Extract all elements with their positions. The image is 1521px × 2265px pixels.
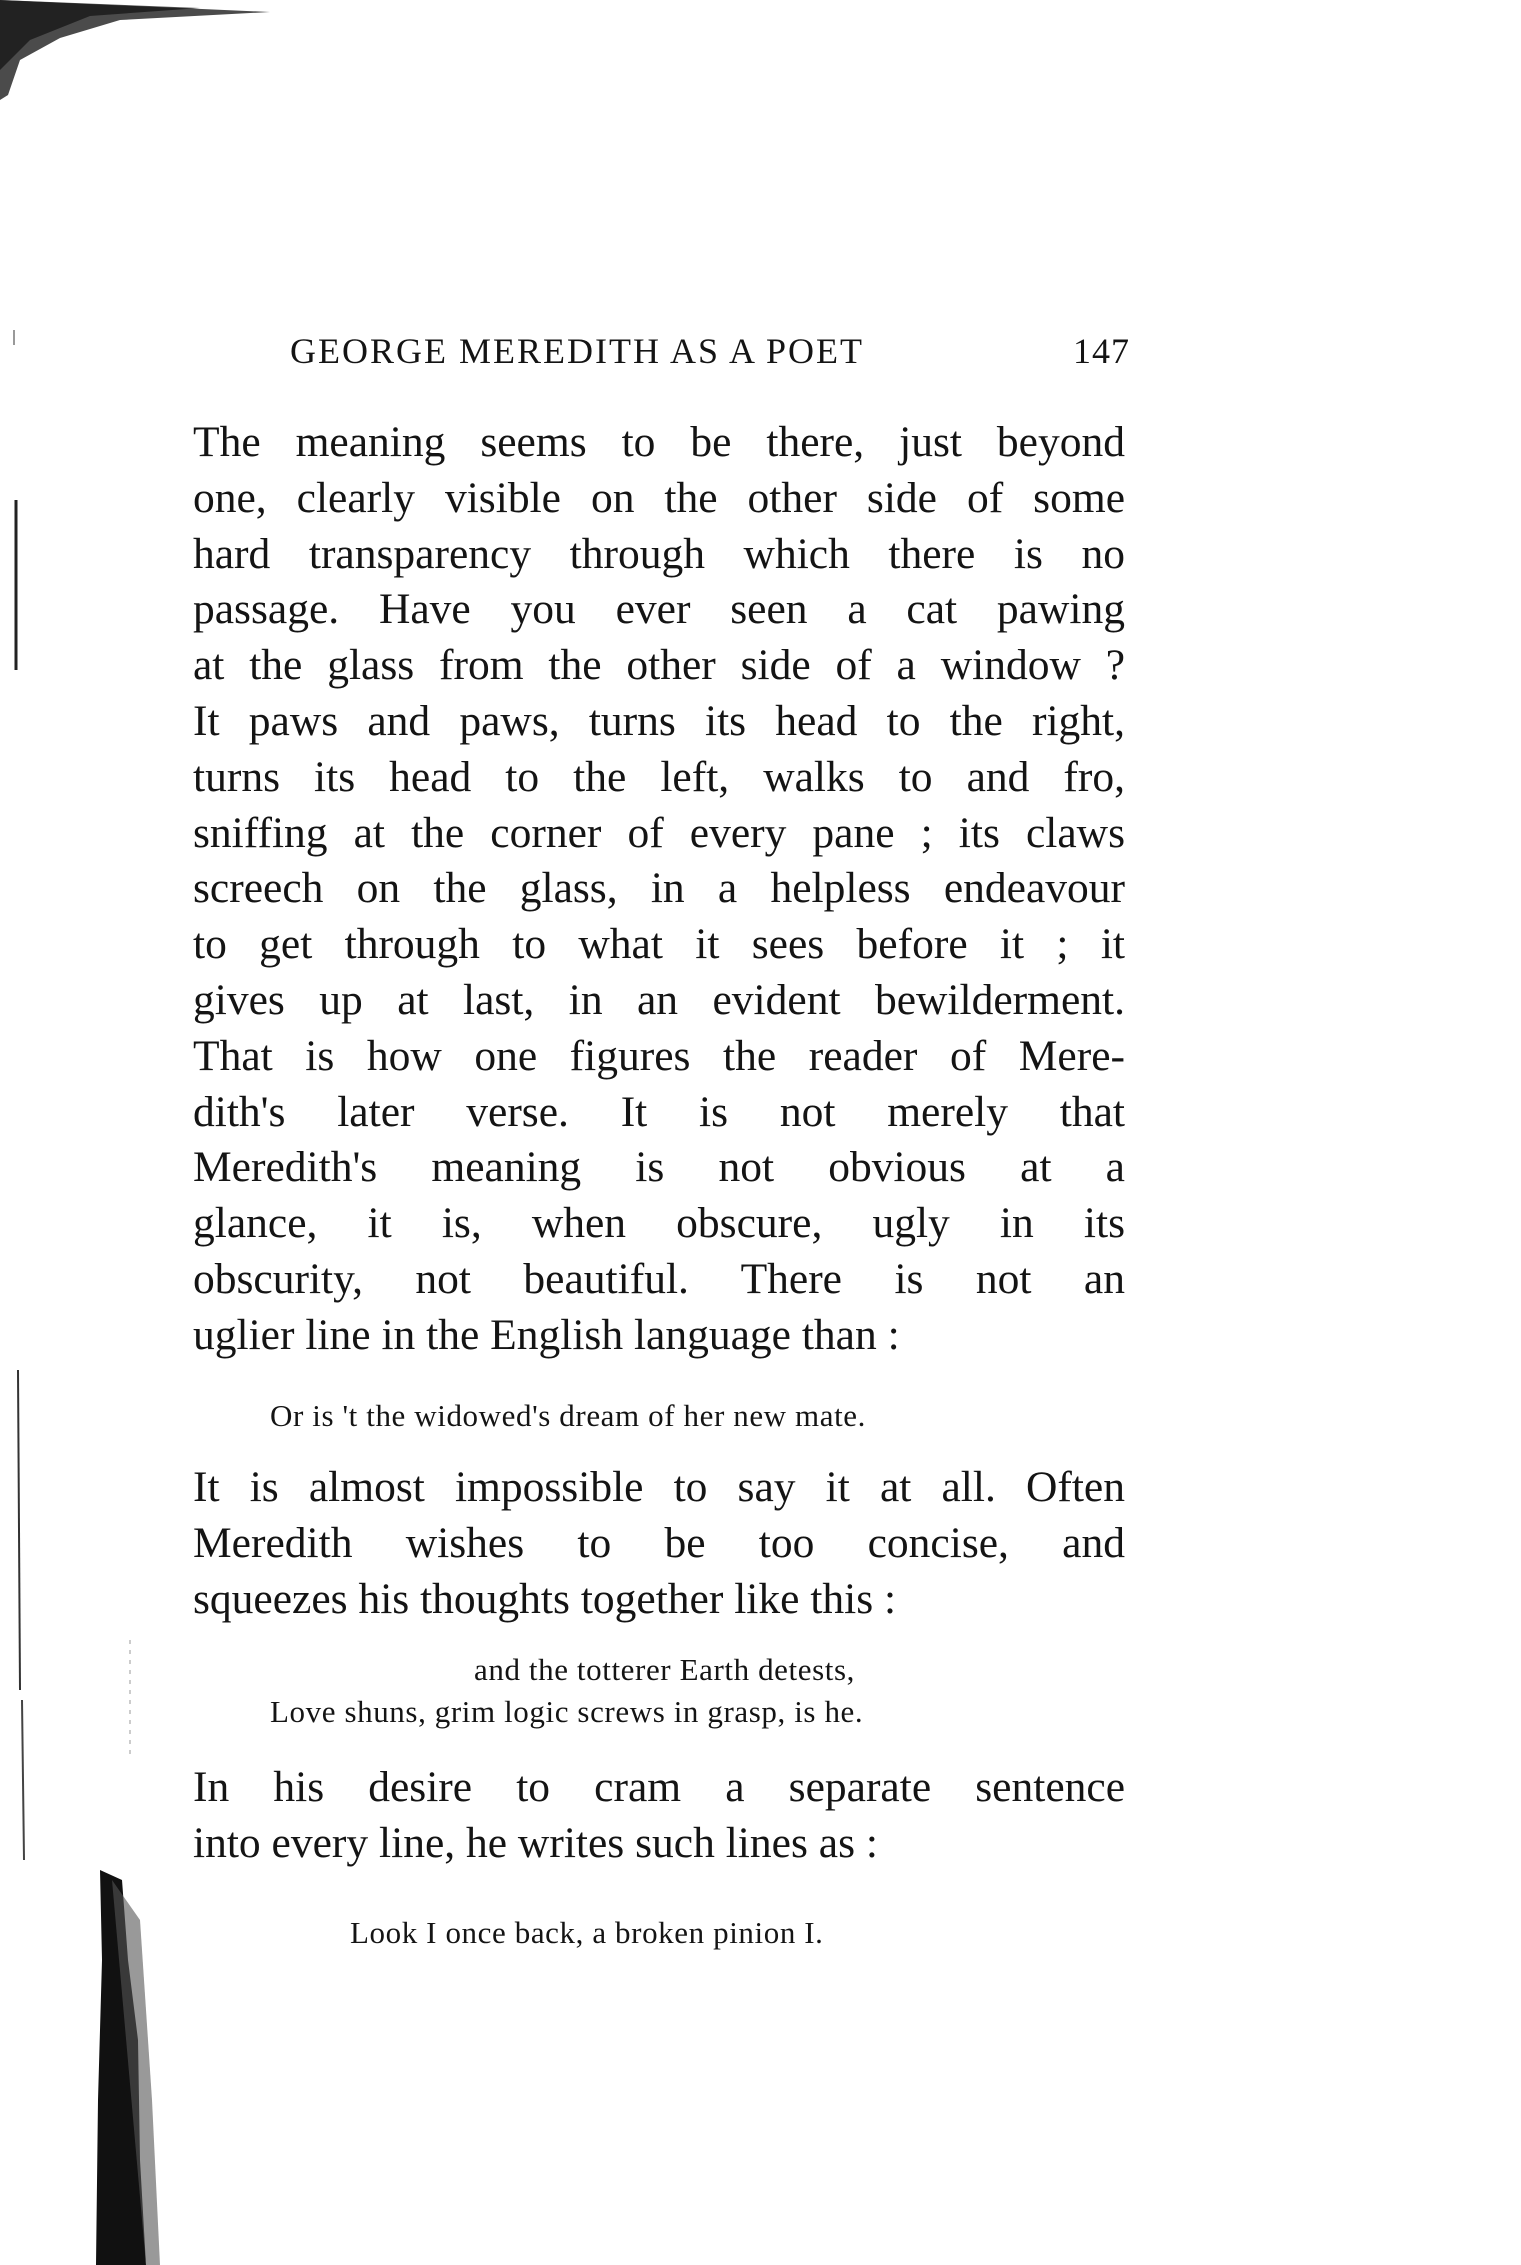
text-line: It is almost impossible to say it at all. Often <box>193 1463 1125 1511</box>
page-number: 147 <box>1073 331 1130 371</box>
paragraph-3 <box>193 1760 1125 1872</box>
text-line: uglier line in the English language than : <box>193 1310 900 1359</box>
text-line: dith's later verse. It is not merely that <box>193 1087 1125 1136</box>
text-line: sniffing at the corner of every pane ; its claws <box>193 808 1125 857</box>
text-line: The meaning seems to be there, just beyond <box>193 418 1125 466</box>
text-line: turns its head to the left, walks to and fro, <box>193 752 1125 801</box>
text-line: In his desire to cram a separate sentence <box>193 1763 1125 1811</box>
quotation-2-line-2: Love shuns, grim logic screws in grasp, is he. <box>270 1694 864 1729</box>
running-title: GEORGE MEREDITH AS A POET <box>290 331 865 371</box>
text-line: hard transparency through which there is no <box>193 529 1125 578</box>
text-line: at the glass from the other side of a window ? <box>193 641 1125 690</box>
text-line: glance, it is, when obscure, ugly in its <box>193 1199 1125 1248</box>
text-line: one, clearly visible on the other side of some <box>193 473 1125 522</box>
running-header <box>290 330 1130 380</box>
quotation-1: Or is 't the widowed's dream of her new mate. <box>270 1398 867 1433</box>
text-line: passage. Have you ever seen a cat pawing <box>193 585 1125 634</box>
text-line: Meredith wishes to be too concise, and <box>193 1518 1125 1567</box>
text-line: That is how one figures the reader of Mere- <box>193 1031 1125 1080</box>
text-line: gives up at last, in an evident bewilderment. <box>193 975 1125 1024</box>
paragraph-2 <box>193 1460 1125 1627</box>
text-line: screech on the glass, in a helpless endeavour <box>193 864 1125 913</box>
text-line: obscurity, not beautiful. There is not an <box>193 1254 1125 1303</box>
quotation-3: Look I once back, a broken pinion I. <box>350 1915 824 1950</box>
paragraph-1 <box>193 415 1125 1364</box>
text-line: squeezes his thoughts together like this : <box>193 1574 897 1623</box>
scan-binding-artifact <box>0 0 200 2265</box>
text-line: into every line, he writes such lines as : <box>193 1818 878 1867</box>
text-line: It paws and paws, turns its head to the right, <box>193 696 1125 745</box>
text-line: to get through to what it sees before it ; it <box>193 920 1125 969</box>
quotation-2-line-1: and the totterer Earth detests, <box>474 1652 855 1687</box>
text-line: Meredith's meaning is not obvious at a <box>193 1143 1125 1192</box>
